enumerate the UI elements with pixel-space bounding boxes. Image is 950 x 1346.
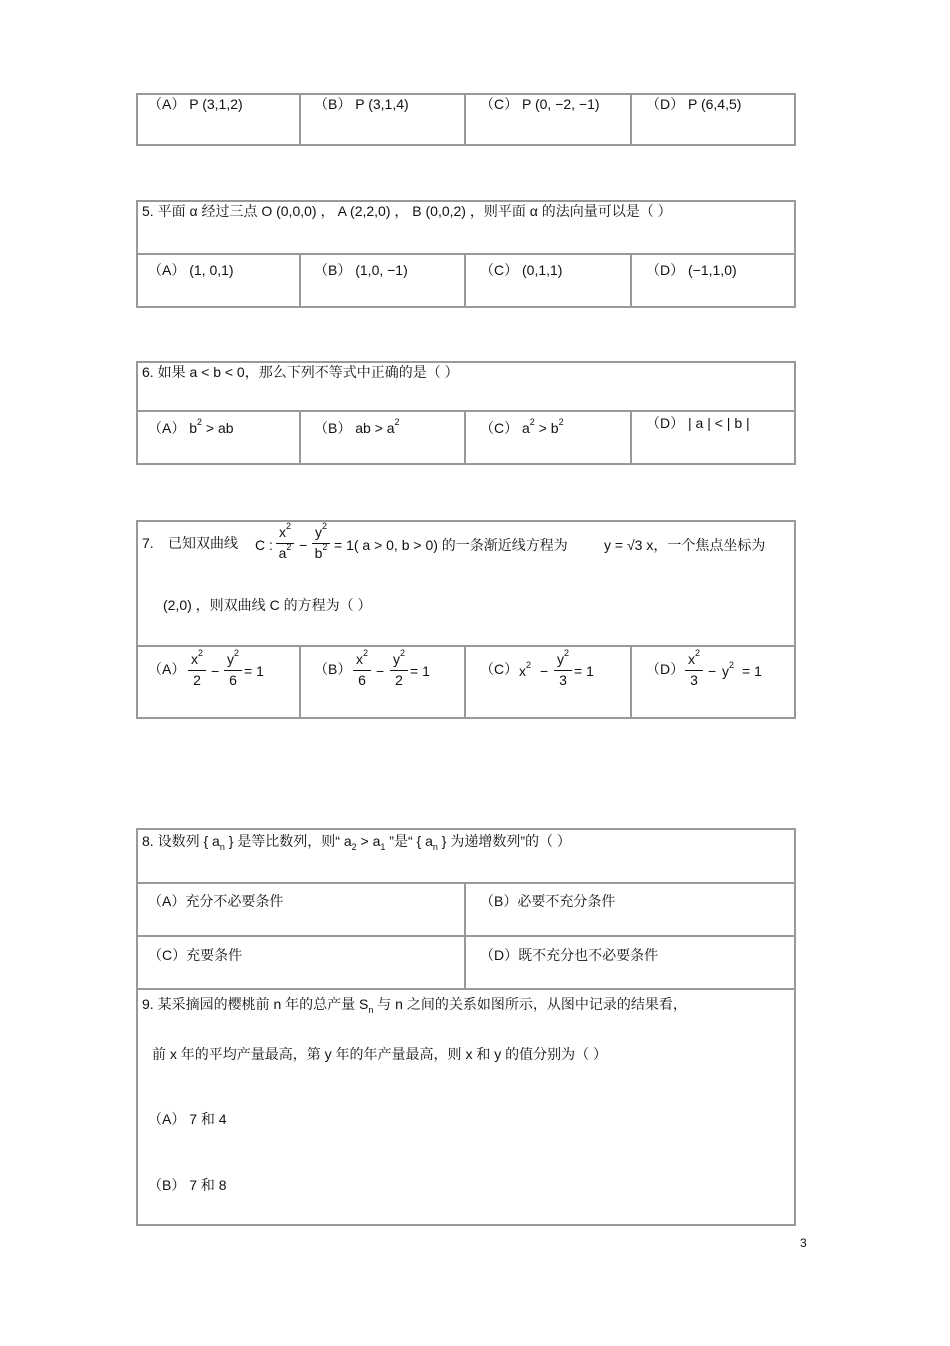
page-number: 3 xyxy=(800,1236,807,1250)
q7-curve-label: C : xyxy=(255,537,273,553)
q6-a-exp: 2 xyxy=(197,417,203,427)
q7-c-label[interactable]: （C） xyxy=(480,661,519,677)
q6-c-mid: > b xyxy=(534,420,559,436)
q7-b-frac1: $x^2$ 6 xyxy=(353,651,371,688)
q9-line1: 9. 某采摘园的樱桃前 n 年的总产量 $S_n$ 与 n 之间的关系如图所示，从图中记录的结果看， xyxy=(142,996,687,1015)
q5-question: 5. 平面 α 经过三点 O (0,0,0) ， A (2,2,0) ， B (0,0,2) ，则平面 α 的法向量可以是（ ） xyxy=(142,203,672,219)
q8-question: 8. 设数列 { $a_n$ } 是等比数列，则“ $a_2 > a_1$ ”是“ { $a_n$ } 为递增数列”的（ ） xyxy=(142,833,571,852)
q6-c-exp1: 2 xyxy=(529,417,535,427)
q6-a-tail: > ab xyxy=(202,420,234,436)
q4-option-b[interactable]: （B） P (3,1,4) xyxy=(314,96,409,112)
q6-question: 6. 如果 a < b < 0，那么下列不等式中正确的是（ ） xyxy=(142,364,459,380)
q8-option-d[interactable]: （D）既不充分也不必要条件 xyxy=(480,947,659,963)
q7-b-frac2: $y^2$ 2 xyxy=(390,651,408,688)
q4-option-d[interactable]: （D） P (6,4,5) xyxy=(646,96,742,112)
q6-a-label: （A） b xyxy=(148,420,198,436)
q7-b-eq: = 1 xyxy=(410,663,430,679)
q7-d-minus: − xyxy=(708,663,717,679)
q4-option-c[interactable]: （C） P (0, −2, −1) xyxy=(480,96,600,112)
q7-a-label[interactable]: （A） xyxy=(148,661,186,677)
q5-option-d[interactable]: （D） (−1,1,0) xyxy=(646,262,737,278)
q8-option-c[interactable]: （C）充要条件 xyxy=(148,947,243,963)
q7-frac-y2-b2: $y^2$ $b^2$ xyxy=(312,524,330,563)
q7-condition: = 1( a > 0, b > 0) 的一条渐近线方程为 xyxy=(334,537,568,553)
q5-option-a[interactable]: （A） (1, 0,1) xyxy=(148,262,234,278)
q7-c-x2: $x^2$ xyxy=(519,660,532,679)
q5-option-b[interactable]: （B） (1,0, −1) xyxy=(314,262,408,278)
q8-option-a[interactable]: （A）充分不必要条件 xyxy=(148,893,284,909)
q9-option-a[interactable]: （A） 7 和 4 xyxy=(148,1111,227,1127)
q6-option-a[interactable] xyxy=(148,417,234,438)
q7-frac-x2-a2: $x^2$ $a^2$ xyxy=(276,524,294,563)
q6-c-label: （C） a xyxy=(480,420,530,436)
q7-b-label[interactable]: （B） xyxy=(314,661,352,677)
q7-d-label[interactable]: （D） xyxy=(646,661,685,677)
q7-asymptote: y = √3 x，一个焦点坐标为 xyxy=(604,537,766,553)
q7-a-frac1: $x^2$ 2 xyxy=(188,651,206,688)
q7-b-minus: − xyxy=(376,663,385,679)
q6-b-label: （B） ab > a xyxy=(314,420,395,436)
q6-c-exp2: 2 xyxy=(558,417,564,427)
q7-d-eq: = 1 xyxy=(742,663,762,679)
q7-intro: 已知双曲线 xyxy=(168,535,238,551)
q5-option-c[interactable]: （C） (0,1,1) xyxy=(480,262,563,278)
q8-option-b[interactable]: （B）必要不充分条件 xyxy=(480,893,616,909)
q7-number: 7. xyxy=(142,535,154,551)
q7-c-frac: $y^2$ 3 xyxy=(554,651,572,688)
q7-d-frac: $x^2$ 3 xyxy=(685,651,703,688)
q6-option-d[interactable]: （D） | a | < | b | xyxy=(646,415,750,431)
q7-a-frac2: $y^2$ 6 xyxy=(224,651,242,688)
q7-c-eq: = 1 xyxy=(574,663,594,679)
q7-minus: − xyxy=(299,537,308,553)
q6-b-exp: 2 xyxy=(394,417,400,427)
q6-option-c[interactable] xyxy=(480,417,564,438)
q7-a-minus: − xyxy=(211,663,220,679)
q9-line2: 前 x 年的平均产量最高，第 y 年的年产量最高，则 x 和 y 的值分别为（ ） xyxy=(152,1046,608,1062)
q7-c-minus: − xyxy=(540,663,549,679)
q7-line2: (2,0) ，则双曲线 C 的方程为（ ） xyxy=(163,597,372,613)
q6-option-b[interactable] xyxy=(314,417,400,438)
q9-option-b[interactable]: （B） 7 和 8 xyxy=(148,1177,227,1193)
q4-option-a[interactable]: （A） P (3,1,2) xyxy=(148,96,243,112)
q7-a-eq: = 1 xyxy=(244,663,264,679)
q7-d-y2: $y^2$ xyxy=(722,660,735,679)
